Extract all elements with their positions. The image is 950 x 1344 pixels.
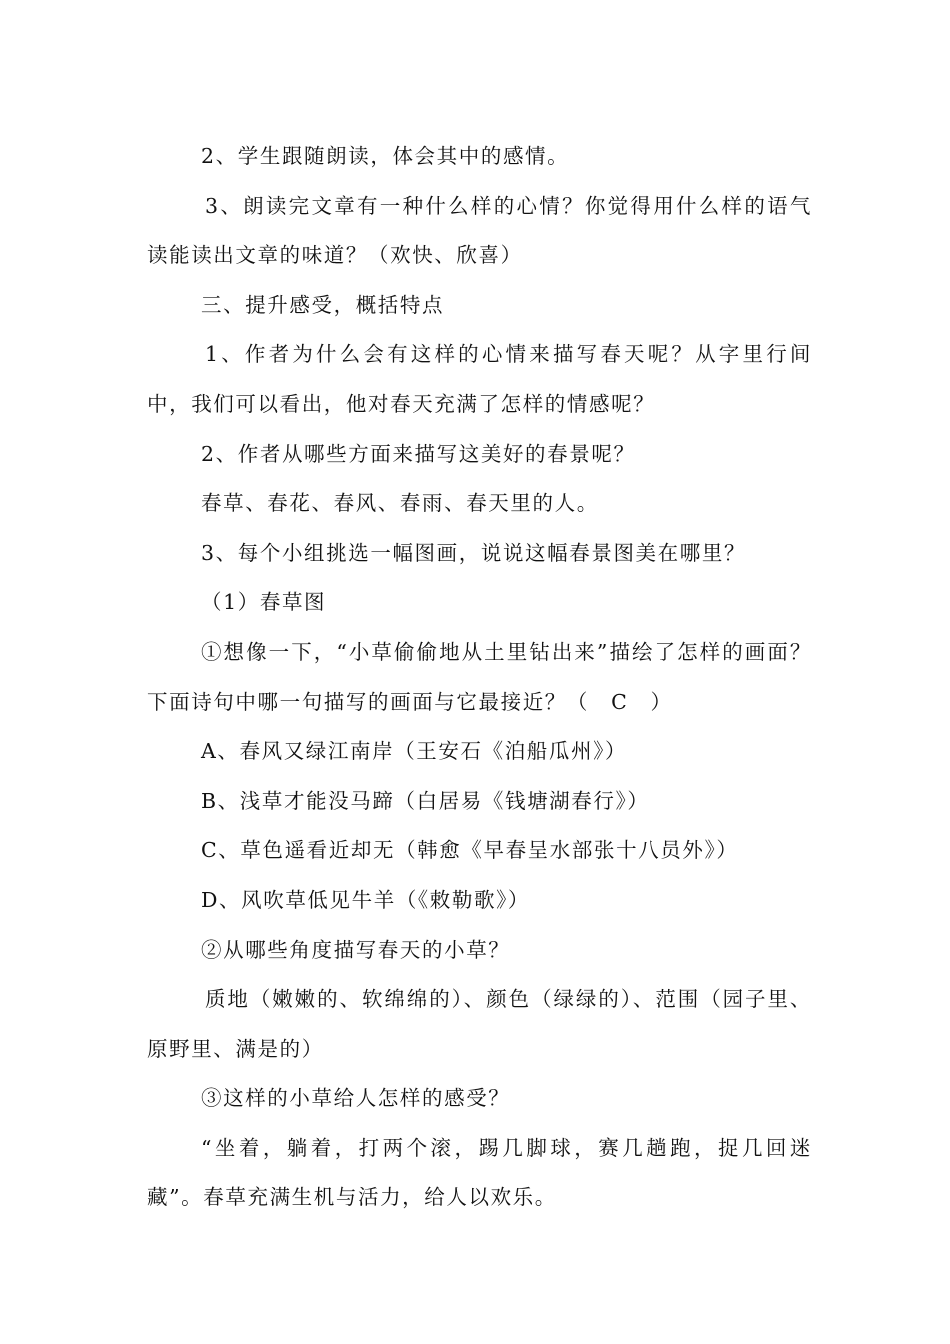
answer-feeling: “坐着，躺着，打两个滚，踢几脚球，赛几趟跑，捉几回迷藏”。春草充满生机与活力，给人以欢乐。	[147, 1135, 812, 1210]
question-angles: ②从哪些角度描写春天的小草？	[201, 937, 511, 962]
subheading-spring-grass: （1）春草图	[201, 590, 327, 615]
answer-angles: 质地（嫩嫩的、软绵绵的）、颜色（绿绿的）、范围（园子里、原野里、满是的）	[147, 987, 812, 1061]
option-d: D、风吹草低见牛羊（《敕勒歌》）	[201, 887, 531, 912]
paragraph-reading-mood-question: 3、朗读完文章有一种什么样的心情？你觉得用什么样的语气读能读出文章的味道？（欢快、欣喜）	[147, 193, 812, 268]
paragraph-author-feeling-question: 1、作者为什么会有这样的心情来描写春天呢？从字里行间中，我们可以看出，他对春天充满了怎样的情感呢？	[147, 342, 812, 416]
question-imagine-grass: ①想像一下，“小草偷偷地从土里钻出来”描绘了怎样的画面？下面诗句中哪一句描写的画面与它最接近？（ C ）	[147, 639, 812, 714]
paragraph-reading-follow: 2、学生跟随朗读，体会其中的感情。	[201, 144, 570, 168]
question-feeling: ③这样的小草给人怎样的感受？	[201, 1086, 511, 1111]
paragraph-group-task: 3、每个小组挑选一幅图画，说说这幅春景图美在哪里？	[201, 540, 747, 565]
section-heading-3: 三、提升感受，概括特点	[201, 292, 445, 317]
option-c: C、草色遥看近却无（韩愈《早春呈水部张十八员外》）	[201, 838, 739, 863]
document-body	[147, 132, 812, 1223]
option-b: B、浅草才能没马蹄（白居易《钱塘湖春行》）	[201, 788, 650, 813]
option-a: A、春风又绿江南岸（王安石《泊船瓜州》）	[201, 739, 628, 764]
paragraph-aspects-answer: 春草、春花、春风、春雨、春天里的人。	[201, 491, 599, 516]
paragraph-aspects-question: 2、作者从哪些方面来描写这美好的春景呢？	[201, 441, 636, 466]
